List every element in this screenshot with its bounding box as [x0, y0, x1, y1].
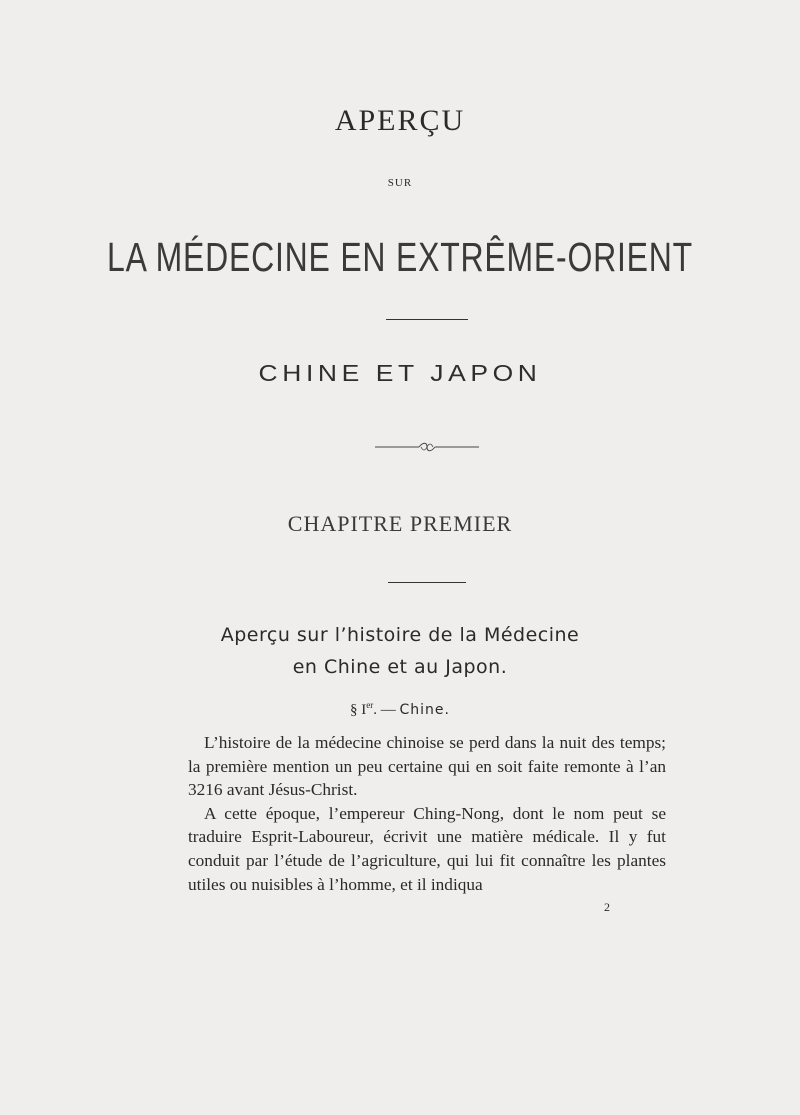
paragraph: A cette époque, l’empereur Ching-Nong, dont le nom peut se traduire Esprit-Laboureur, écrivit une matière médicale. Il y fut conduit par l’étude de l’agriculture, qui lui fit connaître les plantes utiles ou nuisibles à l’homme, et il indiqua [188, 803, 666, 894]
ornament-divider [375, 440, 479, 454]
title-main: APERÇU [334, 104, 466, 137]
title-connector: SUR [387, 177, 413, 189]
title-rule [386, 319, 468, 320]
title-region: CHINE ET JAPON [258, 360, 542, 386]
page-number: 2 [604, 900, 610, 914]
body-text [188, 731, 666, 896]
chapter-heading-line1: Aperçu sur l’histoire de la Médecine [220, 624, 580, 646]
section-superscript: er [366, 700, 374, 710]
paragraph: L’histoire de la médecine chinoise se perd dans la nuit des temps; la première mention un peu certaine qui en soit faite remonte à l’an 3216 avant Jésus-Christ. [188, 733, 666, 800]
section-heading [0, 700, 800, 719]
section-separator: . — [373, 702, 400, 718]
title-subject: LA MÉDECINE EN EXTRÊME-ORIENT [107, 234, 693, 280]
chapter-rule [388, 582, 466, 583]
chapter-label: CHAPITRE PREMIER [287, 511, 513, 536]
section-symbol: § I [350, 702, 367, 718]
chapter-heading-line2: en Chine et au Japon. [292, 656, 508, 678]
section-name: Chine. [399, 702, 450, 718]
